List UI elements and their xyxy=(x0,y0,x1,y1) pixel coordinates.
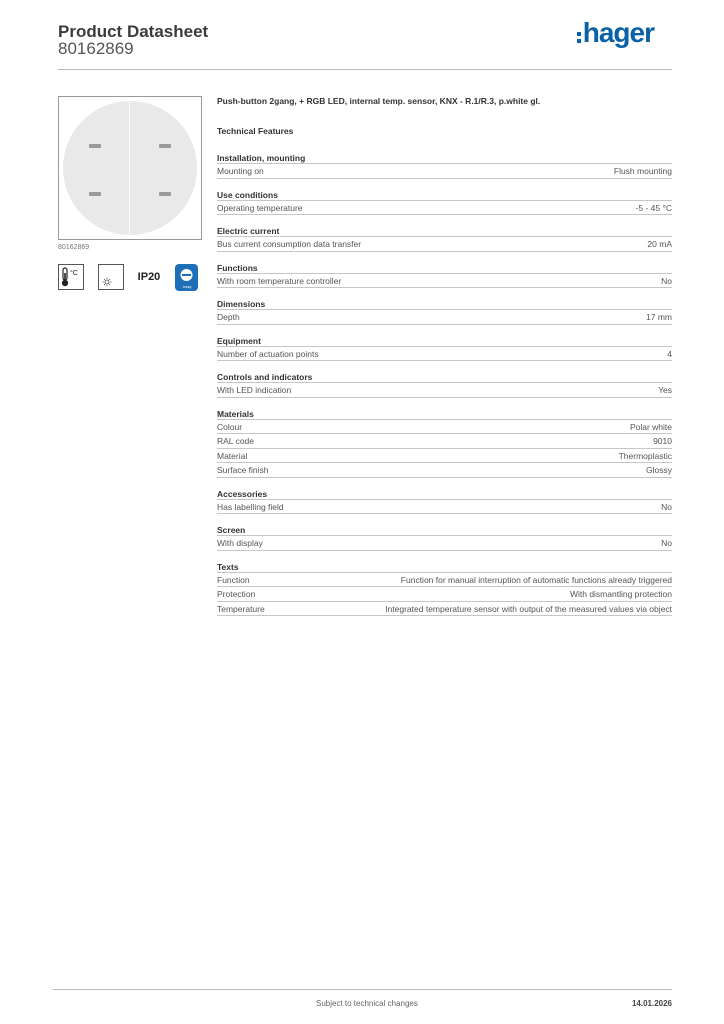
feature-value: 20 mA xyxy=(647,239,672,249)
feature-row xyxy=(217,164,672,179)
footer-date: 14.01.2026 xyxy=(631,999,672,1008)
feature-row xyxy=(217,500,672,515)
feature-value: Polar white xyxy=(629,421,672,432)
feature-group xyxy=(217,189,672,216)
feature-value: With dismantling protection xyxy=(569,589,672,599)
feature-label: With LED indication xyxy=(217,385,292,395)
feature-label: Protection xyxy=(217,589,256,599)
feature-value: 4 xyxy=(667,348,672,359)
group-title: Dimensions xyxy=(217,298,672,310)
logo-dots-icon xyxy=(577,32,581,46)
feature-row xyxy=(217,573,672,588)
group-title: Equipment xyxy=(217,335,672,347)
feature-row xyxy=(217,420,672,435)
feature-label: Mounting on xyxy=(217,166,264,176)
feature-label: With room temperature controller xyxy=(217,275,342,286)
feature-label: Temperature xyxy=(217,603,265,614)
led-indicator xyxy=(89,144,101,148)
easy-config-icon xyxy=(174,264,200,290)
feature-label: With display xyxy=(217,538,263,548)
feature-group xyxy=(217,488,672,515)
svg-text:easy: easy xyxy=(183,284,192,289)
led-indicator xyxy=(159,144,171,148)
feature-row xyxy=(217,449,672,464)
feature-value: 9010 xyxy=(653,436,672,446)
feature-value: 17 mm xyxy=(646,312,672,322)
image-caption: 80162869 xyxy=(58,244,90,251)
group-title: Materials xyxy=(217,408,672,420)
feature-row xyxy=(217,536,672,551)
feature-group xyxy=(217,561,672,617)
led-indicator xyxy=(159,192,171,196)
feature-value: Glossy xyxy=(646,465,672,475)
feature-value: -5 - 45 °C xyxy=(635,202,672,213)
feature-group xyxy=(217,524,672,551)
button-split-line xyxy=(129,101,130,235)
group-title: Electric current xyxy=(217,225,672,237)
feature-label: Has labelling field xyxy=(217,501,284,512)
feature-value: No xyxy=(661,538,672,548)
group-title: Installation, mounting xyxy=(217,152,672,164)
feature-label: Operating temperature xyxy=(217,202,303,213)
feature-group xyxy=(217,152,672,179)
article-number: 80162869 xyxy=(58,39,134,58)
feature-group xyxy=(217,298,672,325)
hager-logo xyxy=(577,17,654,50)
feature-label: Number of actuation points xyxy=(217,348,319,359)
feature-row xyxy=(217,201,672,216)
feature-row xyxy=(217,237,672,252)
feature-row xyxy=(217,310,672,325)
group-title: Screen xyxy=(217,524,672,536)
light-sensor-icon xyxy=(98,264,124,290)
feature-group xyxy=(217,225,672,252)
footer-note: Subject to technical changes xyxy=(316,999,418,1008)
feature-row xyxy=(217,274,672,289)
feature-value: Thermoplastic xyxy=(618,450,672,461)
ip-rating-badge: IP20 xyxy=(136,264,162,290)
feature-value: Function for manual interruption of automatic functions already triggered xyxy=(400,574,672,585)
feature-group xyxy=(217,408,672,478)
feature-label: Material xyxy=(217,450,248,461)
feature-group xyxy=(217,335,672,362)
product-description: Push-button 2gang, + RGB LED, internal temp. sensor, KNX - R.1/R.3, p.white gl. xyxy=(217,96,541,106)
feature-group xyxy=(217,371,672,398)
feature-row xyxy=(217,347,672,362)
feature-label: RAL code xyxy=(217,436,255,446)
group-title: Accessories xyxy=(217,488,672,500)
section-title: Technical Features xyxy=(217,126,294,136)
product-image xyxy=(58,96,202,240)
feature-label: Function xyxy=(217,574,250,585)
feature-row xyxy=(217,602,672,617)
feature-label: Colour xyxy=(217,421,243,432)
page-header xyxy=(58,17,672,70)
feature-row xyxy=(217,434,672,449)
group-title: Controls and indicators xyxy=(217,371,672,383)
thermometer-celsius-icon xyxy=(58,264,84,290)
led-indicator xyxy=(89,192,101,196)
feature-value: Flush mounting xyxy=(613,166,672,176)
group-title: Functions xyxy=(217,262,672,274)
feature-label: Surface finish xyxy=(217,465,269,475)
document-title: Product Datasheet xyxy=(58,22,209,41)
group-title: Texts xyxy=(217,561,672,573)
feature-group xyxy=(217,262,672,289)
svg-text:°C: °C xyxy=(70,270,78,277)
logo-text: hager xyxy=(582,17,654,48)
feature-groups xyxy=(217,152,672,616)
feature-row xyxy=(217,587,672,602)
push-button-disc xyxy=(63,101,197,235)
feature-label: Bus current consumption data transfer xyxy=(217,239,362,249)
feature-value: Integrated temperature sensor with output of the measured values via object xyxy=(385,603,672,614)
feature-row xyxy=(217,463,672,478)
feature-label: Depth xyxy=(217,312,240,322)
feature-value: No xyxy=(661,501,672,512)
feature-value: Yes xyxy=(658,385,672,395)
group-title: Use conditions xyxy=(217,189,672,201)
technical-content xyxy=(217,96,672,626)
feature-value: No xyxy=(661,275,672,286)
page-footer xyxy=(53,989,672,1008)
feature-row xyxy=(217,383,672,398)
